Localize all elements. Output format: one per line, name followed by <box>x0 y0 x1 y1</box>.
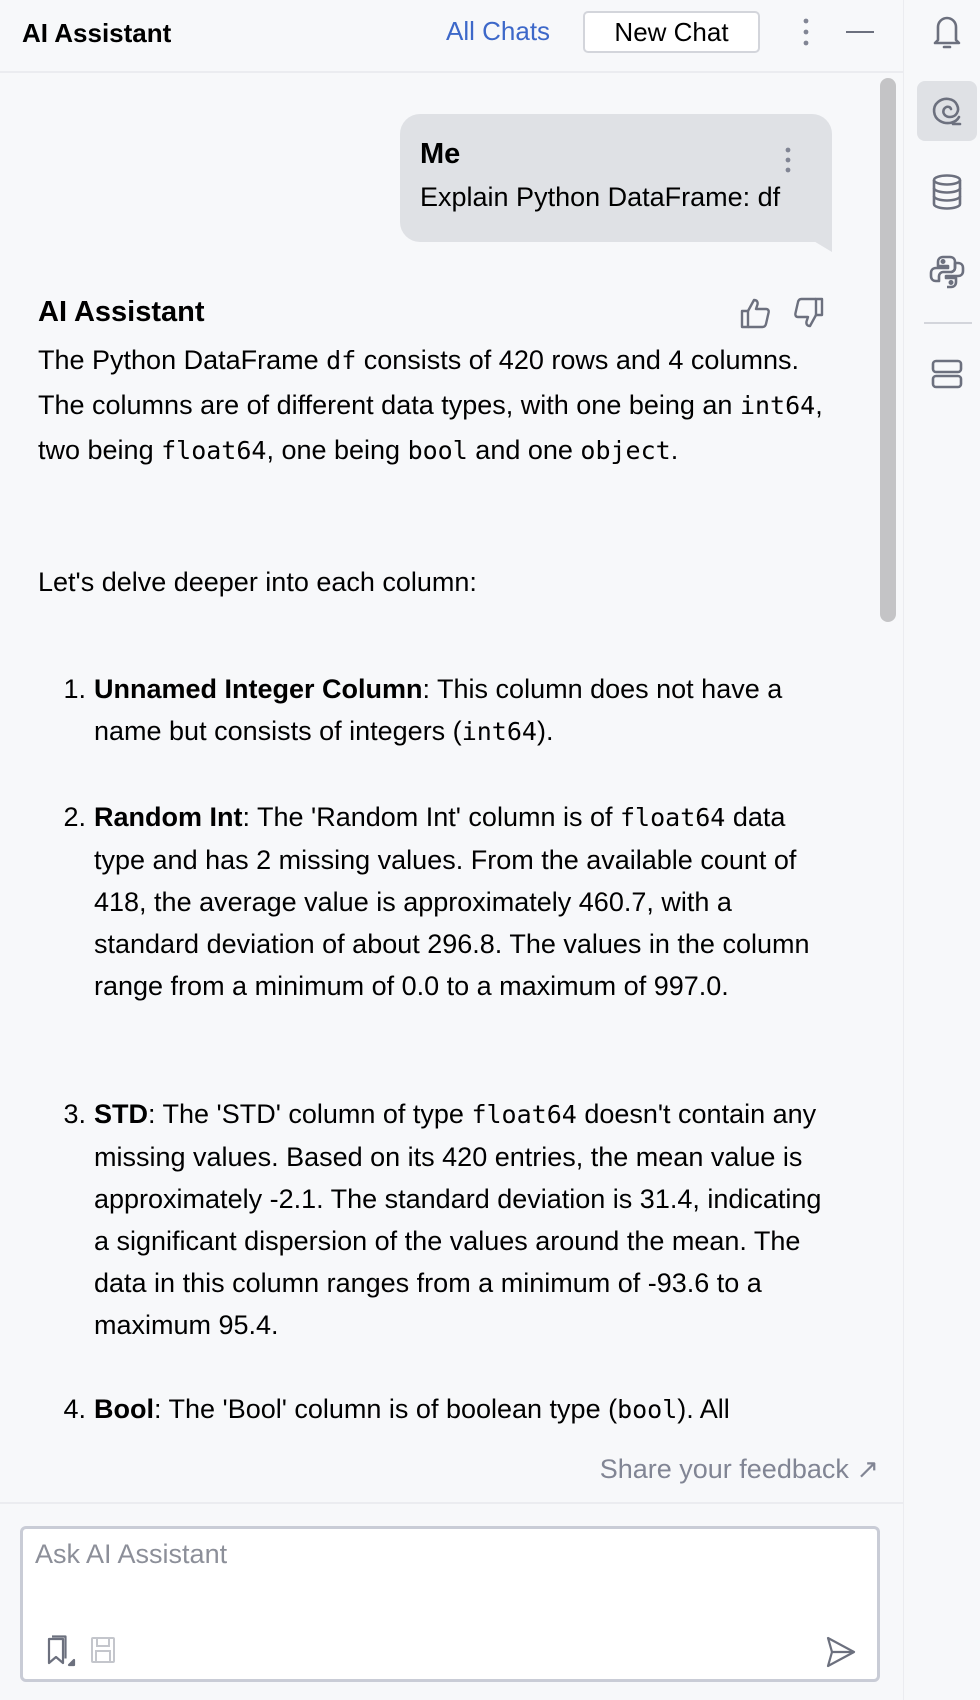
code-bool: bool <box>407 436 468 465</box>
list-number: 2. <box>63 802 86 832</box>
more-options-icon[interactable] <box>796 16 816 48</box>
text: and one <box>467 435 581 465</box>
input-divider <box>0 1502 903 1504</box>
user-message-text: Explain Python DataFrame: df <box>420 182 781 212</box>
list-item-title: STD <box>94 1099 148 1129</box>
list-number: 4. <box>63 1394 86 1424</box>
sidebar-separator <box>924 322 972 324</box>
text: consists of 420 rows and 4 columns. The columns are of different data types, with one being an <box>38 345 799 420</box>
all-chats-link[interactable]: All Chats <box>446 16 551 46</box>
save-icon[interactable] <box>89 1635 121 1669</box>
text: : The 'Random Int' column is of <box>242 802 620 832</box>
list-item-title: Bool <box>94 1394 154 1424</box>
assistant-intro-paragraph <box>38 338 828 473</box>
code: float64 <box>471 1100 577 1129</box>
database-icon[interactable] <box>917 162 977 222</box>
minimize-icon[interactable] <box>846 31 874 33</box>
panel-title: AI Assistant <box>22 18 172 48</box>
text: . <box>670 435 679 465</box>
code-object: object <box>580 436 671 465</box>
list-item-title: Unnamed Integer Column <box>94 674 423 704</box>
assistant-lead-paragraph: Let's delve deeper into each column: <box>38 567 477 597</box>
share-feedback-link[interactable]: Share your feedback ↗ <box>599 1454 879 1484</box>
thumbs-down-icon[interactable] <box>790 296 826 330</box>
bell-icon[interactable] <box>917 2 977 62</box>
chat-input[interactable] <box>35 1539 855 1619</box>
text: , one being <box>266 435 408 465</box>
saved-prompts-icon[interactable] <box>45 1635 77 1669</box>
list-item-title: Random Int <box>94 802 243 832</box>
ai-spiral-icon[interactable] <box>917 81 977 141</box>
message-options-icon[interactable] <box>778 146 798 178</box>
text: The Python DataFrame <box>38 345 327 375</box>
chat-scrollbar[interactable] <box>880 78 896 622</box>
bubble-tail <box>812 240 832 252</box>
user-message-bubble <box>400 114 832 242</box>
right-tool-sidebar <box>904 0 980 1700</box>
layout-rows-icon[interactable] <box>917 344 977 404</box>
text: : The 'Bool' column is of boolean type ( <box>154 1394 618 1424</box>
panel-header <box>0 0 903 73</box>
user-message-author: Me <box>420 138 461 170</box>
send-icon[interactable] <box>825 1635 857 1669</box>
text: ). All <box>677 1394 730 1424</box>
list-number: 3. <box>63 1099 86 1129</box>
code: int64 <box>461 717 537 746</box>
text: , two being <box>38 390 823 465</box>
code: bool <box>617 1395 678 1424</box>
assistant-message-author: AI Assistant <box>38 296 205 328</box>
text: doesn't contain any missing values. Based on its 420 entries, the mean value is approximately -2.1. The standard deviation is 31.4, indicating a significant dispersion of the values around the mean. The data in this column ranges from a minimum of -93.6 to a maximum 95.4. <box>94 1099 822 1340</box>
code-int64: int64 <box>739 391 816 420</box>
text: : This column does not have a name but consists of integers ( <box>94 674 783 746</box>
code-df: df <box>326 346 357 375</box>
thumbs-up-icon[interactable] <box>738 296 774 330</box>
text: : The 'STD' column of type <box>148 1099 472 1129</box>
text: data type and has 2 missing values. From the available count of 418, the average value is approximately 460.7, with a standard deviation of about 296.8. The values in the column range from a minimum of 0.0 to a maximum of 997.0. <box>94 802 810 1001</box>
code: float64 <box>620 803 726 832</box>
text: ). <box>536 716 554 746</box>
python-icon[interactable] <box>917 242 977 302</box>
list-number: 1. <box>63 674 86 704</box>
code-float64: float64 <box>161 436 267 465</box>
chat-input-box[interactable] <box>20 1526 880 1682</box>
new-chat-button[interactable]: New Chat <box>583 11 760 53</box>
